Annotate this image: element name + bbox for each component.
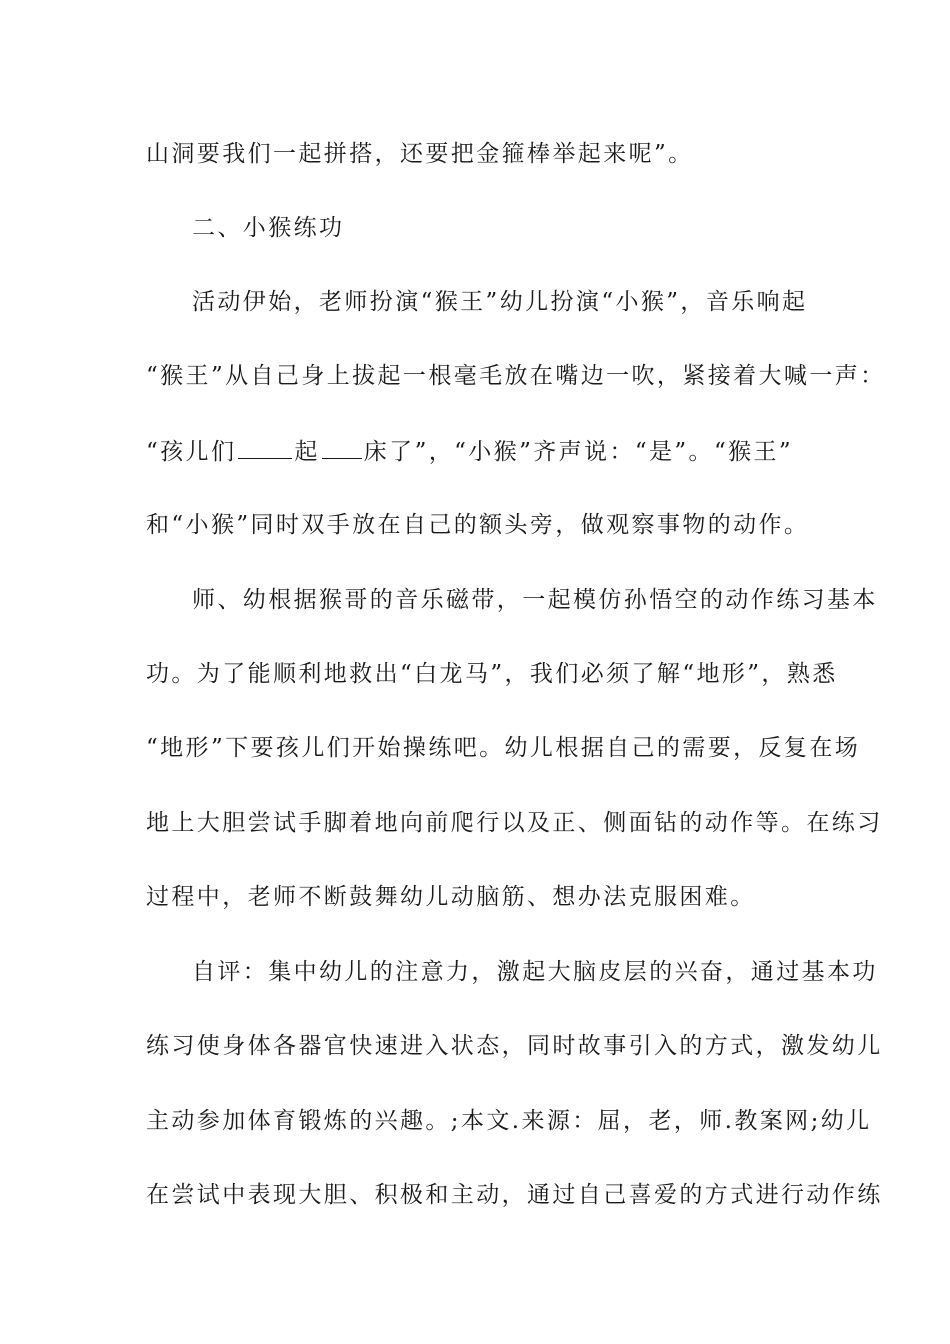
paragraph-line: “地形”下要孩儿们开始操练吧。幼儿根据自己的需要，反复在场 <box>146 735 861 761</box>
paragraph-line: 山洞要我们一起拼搭，还要把金箍棒举起来呢”。 <box>146 141 694 167</box>
paragraph-line: 自评：集中幼儿的注意力，激起大脑皮层的兴奋，通过基本功 <box>192 959 878 985</box>
fill-in-blank <box>322 436 362 459</box>
paragraph-line: 功。为了能顺利地救出“白龙马”，我们必须了解“地形”，熟悉 <box>146 661 838 687</box>
paragraph-line: 练习使身体各器官快速进入状态，同时故事引入的方式，激发幼儿 <box>146 1033 883 1059</box>
paragraph-line: “猴王”从自己身上拔起一根毫毛放在嘴边一吹，紧接着大喊一声： <box>146 363 886 389</box>
paragraph-line: 地上大胆尝试手脚着地向前爬行以及正、侧面钻的动作等。在练习 <box>146 810 883 836</box>
paragraph-line: 师、幼根据猴哥的音乐磁带，一起模仿孙悟空的动作练习基本 <box>192 587 878 613</box>
text-segment: “孩儿们 <box>146 439 237 465</box>
paragraph-line: 活动伊始，老师扮演“猴王”幼儿扮演“小猴”，音乐响起 <box>192 289 808 315</box>
text-segment: 起 <box>294 439 320 465</box>
section-heading: 二、小猴练功 <box>192 215 345 241</box>
text-segment: 床了”，“小猴”齐声说：“是”。“猴王” <box>363 439 794 465</box>
fill-in-blank <box>238 436 292 459</box>
paragraph-line: 和“小猴”同时双手放在自己的额头旁，做观察事物的动作。 <box>146 512 810 538</box>
paragraph-line: 过程中，老师不断鼓舞幼儿动脑筋、想办法克服困难。 <box>146 884 756 910</box>
paragraph-line: 在尝试中表现大胆、积极和主动，通过自己喜爱的方式进行动作练 <box>146 1182 883 1208</box>
paragraph-line: 主动参加体育锻炼的兴趣。;本文.来源：屈，老，师.教案网;幼儿 <box>146 1108 872 1134</box>
paragraph-line-with-blanks <box>146 436 806 467</box>
